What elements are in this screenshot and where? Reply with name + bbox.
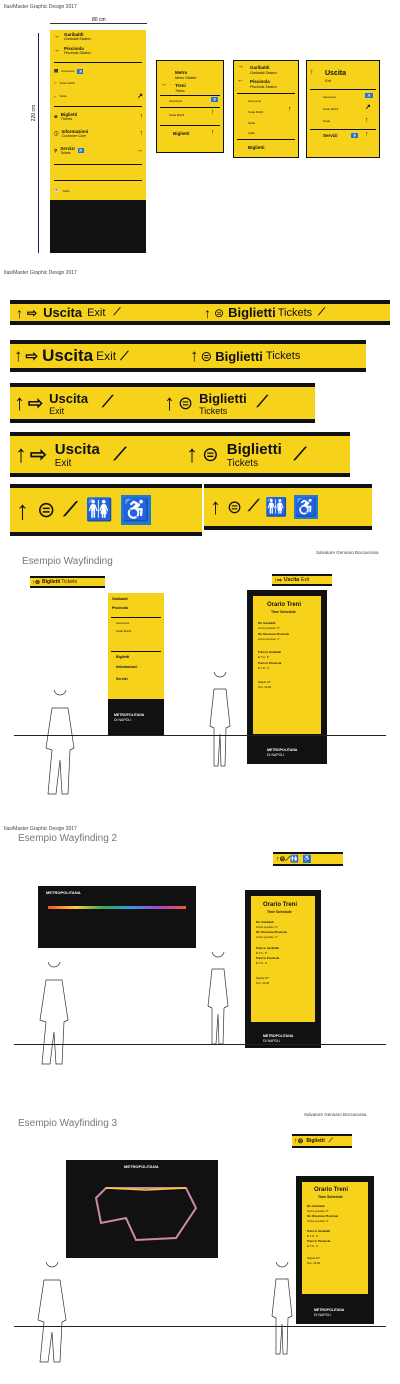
person-silhouette-6 bbox=[262, 1262, 302, 1358]
strip-icons-2: ↑ ⊜ ⟋ 🚻 ♿ bbox=[204, 484, 372, 530]
mini-totem-base: METROPOLITANA DI NAPOLI bbox=[108, 699, 164, 735]
metro-map-horizontal: METROPOLITANA bbox=[38, 886, 196, 948]
width-dimension-line bbox=[50, 23, 147, 24]
strip-icons-1: ↑ ⊜ ⟋ 🚻 ♿ bbox=[10, 484, 202, 536]
orario-board-2: Orario Treni Time Schedule Dir. Garibaldi Arrivo previsto: 5' Dir. Direzione Piscinola Arrivo previsto: 3' Train to Garibaldi E.T.A.: 5' Train to Piscinola E.T.A.: 3' Napoli 24° Ore: 10.00 bbox=[245, 890, 321, 1028]
esempio-title-2: Esempio Wayfinding 2 bbox=[18, 833, 118, 844]
mini-strip-biglietti: ↑⊜ Biglietti Tickets bbox=[30, 576, 105, 588]
orario-board-1-base: METROPOLITANA DI NAPOLI bbox=[247, 740, 327, 764]
floor-line-1 bbox=[14, 735, 386, 736]
person-silhouette-1 bbox=[30, 690, 90, 800]
strip-uscita-4: ↑ ⇨ Uscita Exit ⟋ bbox=[10, 432, 182, 477]
strip-uscita-2: ↑ ⇨ Uscita Exit ⟋ bbox=[10, 340, 186, 372]
author-2: Salvatore Gennaro Boccarossa bbox=[304, 1112, 367, 1117]
height-dimension-line bbox=[38, 33, 39, 253]
floor-line-2 bbox=[14, 1044, 386, 1045]
person-silhouette-3 bbox=[24, 962, 84, 1070]
mini-strip-biglietti-2: ↑⊜ Biglietti ⟋ bbox=[292, 1134, 352, 1148]
strip-biglietti-4: ↑ ⊜ Biglietti Tickets ⟋ bbox=[182, 432, 350, 477]
mini-strip-uscita: ↑⇨ Uscita Exit bbox=[272, 574, 332, 586]
author-1: Salvatore Gennaro Boccarossa bbox=[316, 550, 379, 555]
project-header-2: Ilas/Master Graphic Design 2017 bbox=[4, 270, 77, 276]
uscita-sign: ↑ Uscita Exit Ascensore ♿ Scale Mobili ↗ Scale ↑ Servizi ♿ ↑ bbox=[306, 60, 380, 158]
height-dimension-label: 220 cm bbox=[31, 104, 38, 122]
strip-biglietti-2: ↑ ⊜ Biglietti Tickets bbox=[186, 340, 366, 372]
orario-board-3: Orario Treni Time Schedule Dir. Garibaldi Arrivo previsto: 5' Dir. Direzione Piscinola Arrivo previsto: 3' Train to Garibaldi E.T.A.: 5' Train to Piscinola E.T.A.: 3' Napoli 24° Ore: 10.00 bbox=[296, 1176, 374, 1300]
mini-totem: Garibaldi Piscinola Ascensore Scale Mobili Biglietti Informazioni Servizi bbox=[108, 593, 164, 699]
person-silhouette-2 bbox=[200, 672, 240, 770]
esempio-title-1: Esempio Wayfinding bbox=[22, 556, 113, 567]
orario-board-3-base: METROPOLITANA DI NAPOLI bbox=[296, 1300, 374, 1324]
floor-line-3 bbox=[14, 1326, 386, 1327]
esempio-title-3: Esempio Wayfinding 3 bbox=[18, 1118, 118, 1129]
circular-metro-line bbox=[86, 1178, 206, 1250]
strip-uscita-3: ↑ ⇨ Uscita Exit ⟋ bbox=[10, 383, 160, 423]
totem-base bbox=[50, 200, 146, 253]
person-silhouette-4 bbox=[198, 952, 238, 1048]
strip-biglietti-3: ↑ ⊜ Biglietti Tickets ⟋ bbox=[160, 383, 315, 423]
orario-board-1: Orario Treni Time Schedule Dir. Garibaldi Arrivo previsto: 5' Dir. Direzione Piscinola Arrivo previsto: 3' Train to Garibaldi E.T.A.: 5' Train to Piscinola E.T.A.: 3' Napoli 24° Ore: 10.00 bbox=[247, 590, 327, 740]
strip-uscita-1: ↑ ⇨ Uscita Exit ⟋ bbox=[10, 300, 200, 325]
metro-line bbox=[48, 906, 186, 909]
strip-biglietti-1: ↑ ⊜ Biglietti Tickets ⟋ bbox=[200, 300, 390, 325]
garibaldi-sign: → Garibaldi Garibaldi Station ← Piscinola Piscinola Station Ascensore Scale Mobili ↑ Scale Caffè Biglietti bbox=[233, 60, 299, 158]
width-dimension-label: 80 cm bbox=[92, 17, 106, 23]
metro-sign: Metro Metro Station ← Treni Trains Ascensore ♿ Scale Mobili ↑ Biglietti ↑ bbox=[156, 60, 224, 153]
project-header-3: Ilas/Master Graphic Design 2017 bbox=[4, 826, 77, 832]
metro-map-circular: METROPOLITANA bbox=[66, 1160, 218, 1258]
orario-board-2-base: METROPOLITANA DI NAPOLI bbox=[245, 1028, 321, 1048]
totem-sign: ← Garibaldi Garibaldi Station ← Piscinola Piscinola Station ▤ Ascensore ♿ ⌐ Scale Mobili ⌐ Scale ↗ ⊜ Biglietti Tickets ↑ ⓘ Informazioni Customer Care ↑ ⚲ Servizi Toilets ♿ → ☕ Caffè bbox=[50, 30, 146, 200]
mini-strip-icons: ↑⊜⟋🚻 ♿ bbox=[273, 852, 343, 866]
person-silhouette-5 bbox=[22, 1262, 82, 1366]
project-header: Ilas/Master Graphic Design 2017 bbox=[4, 4, 77, 10]
